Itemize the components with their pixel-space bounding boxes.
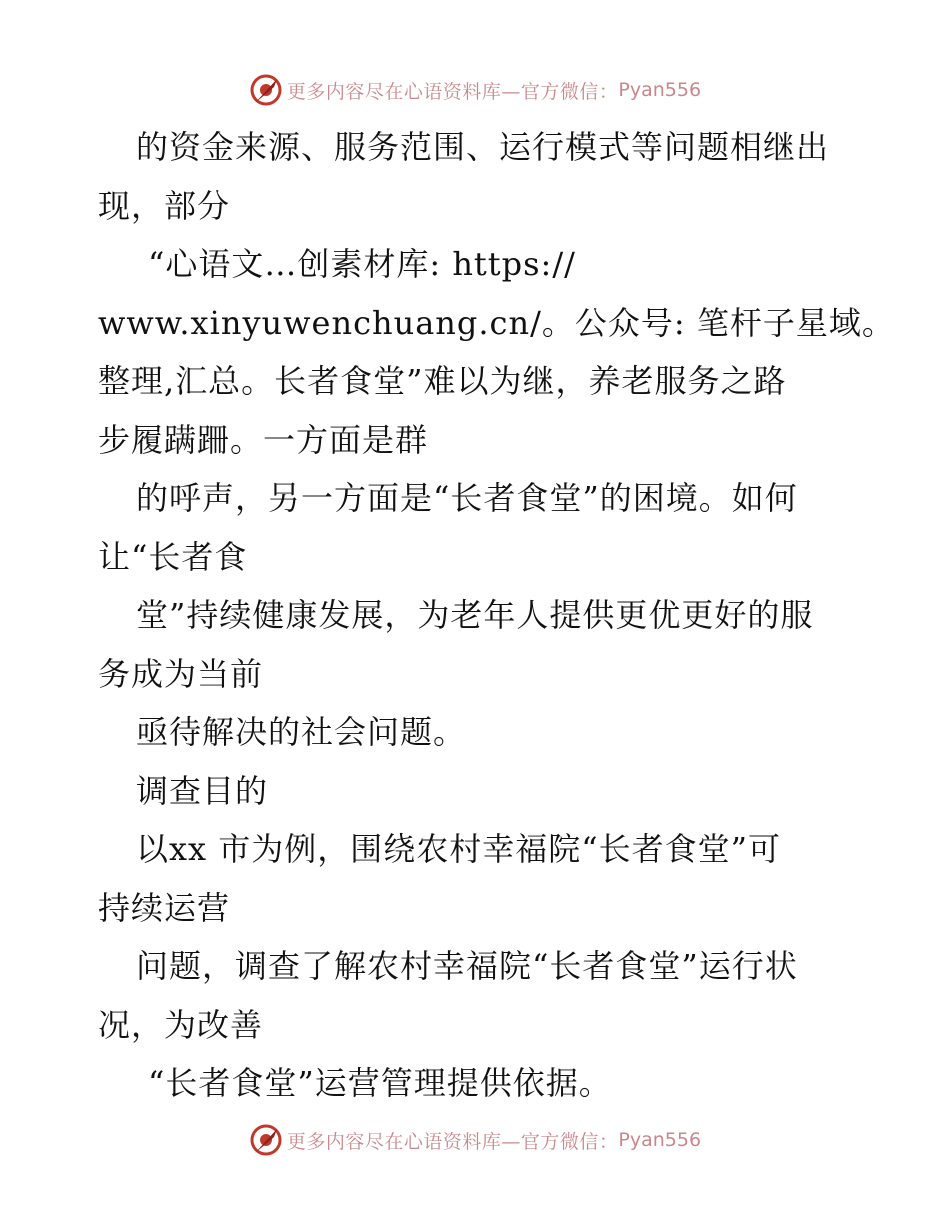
body-line: 步履蹒跚。一方面是群	[98, 420, 429, 459]
body-line: 现，部分	[98, 186, 231, 225]
body-line: 持续运营	[98, 888, 231, 927]
body-line: 的资金来源、服务范围、运行模式等问题相继出	[136, 128, 830, 166]
document-body	[98, 118, 895, 1113]
body-line: 堂”持续健康发展，为老年人提供更优更好的服	[136, 596, 814, 634]
body-line: 况，为改善	[98, 1005, 264, 1044]
body-line: 让“长者食	[98, 537, 248, 576]
body-line: 亟待解决的社会问题。	[136, 713, 467, 751]
body-line: 整理,汇总。长者食堂”难以为继，养老服务之路	[98, 362, 787, 400]
body-line: 以xx 市为例，围绕农村幸福院“长者食堂”可	[136, 830, 781, 868]
body-line: “心语文…创素材库: https://	[148, 245, 576, 283]
body-line: 务成为当前	[98, 654, 264, 693]
banner-wechat-id: Pyan556	[618, 1129, 702, 1151]
body-line: 的呼声，另一方面是“长者食堂”的困境。如何	[136, 479, 798, 517]
banner-wechat-id: Pyan556	[618, 79, 702, 101]
red-quill-circle-icon	[249, 73, 283, 107]
banner-text: 更多内容尽在心语资料库—官方微信：	[286, 80, 619, 103]
section-heading: 调查目的	[136, 771, 269, 810]
body-line: “长者食堂”运营管理提供依据。	[148, 1064, 612, 1102]
body-line: 问题，调查了解农村幸福院“长者食堂”运行状	[136, 947, 798, 985]
banner-text: 更多内容尽在心语资料库—官方微信：	[286, 1130, 619, 1153]
header-banner	[0, 70, 950, 110]
footer-banner	[0, 1120, 950, 1160]
red-quill-circle-icon	[249, 1123, 283, 1157]
body-line: www.xinyuwenchuang.cn/。公众号: 笔杆子星域。	[98, 303, 895, 342]
